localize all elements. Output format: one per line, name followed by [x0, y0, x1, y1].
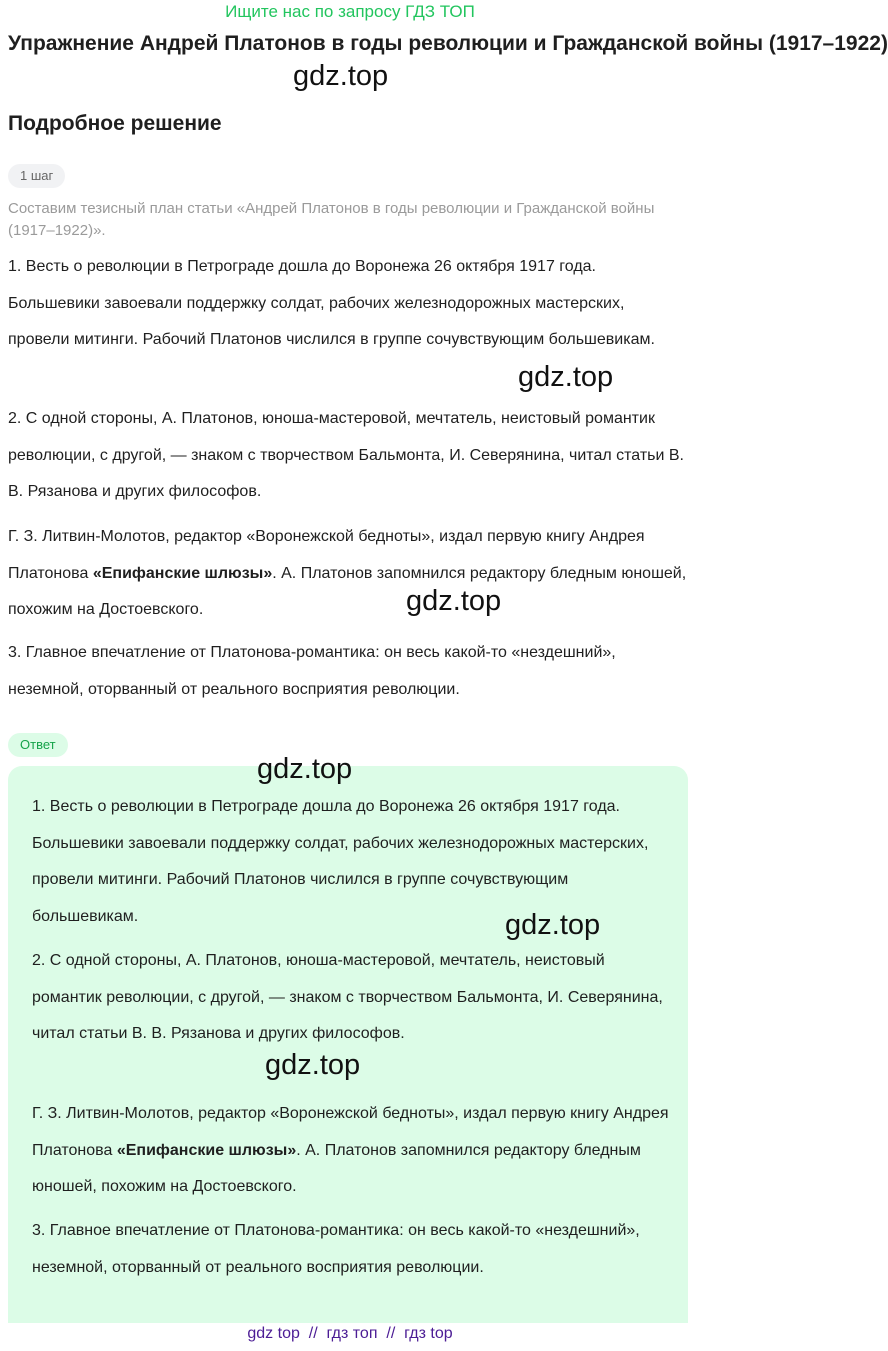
search-banner: Ищите нас по запросу ГДЗ ТОП — [225, 2, 475, 21]
paragraph-text: Г. З. Литвин-Молотов, редактор «Воронежской бедноты», издал первую книгу Андрея Платонова — [8, 528, 645, 582]
solution-paragraph-4: 3. Главное впечатление от Платонова-романтика: он весь какой-то «нездешний», неземной, оторванный от реального восприятия революции. — [8, 644, 616, 698]
watermark: gdz.top — [265, 1049, 361, 1081]
solution-paragraph-3 — [8, 519, 690, 629]
watermark: gdz.top — [293, 60, 389, 92]
watermark: gdz.top — [518, 361, 614, 393]
book-title: «Епифанские шлюзы» — [116, 1141, 297, 1159]
paragraph-text: Г. З. Литвин-Молотов, редактор «Воронежской бедноты», издал первую книгу Андрея Платонова — [32, 1105, 669, 1159]
paragraph-text: . А. Платонов запомнился редактору бледным юношей, похожим на Достоевского. — [32, 1141, 641, 1195]
paragraph-text: . А. Платонов запомнился редактору бледным юношей, похожим на Достоевского. — [8, 564, 687, 618]
watermark: gdz.top — [505, 909, 601, 941]
answer-paragraph-1: 1. Весть о революции в Петрограде дошла до Воронежа 26 октября 1917 года. Большевики завоевали поддержку солдат, рабочих железнодорожных мастерских, провели митинги. Рабочий Платонов числился в группе сочувствующим большевикам. — [32, 798, 649, 925]
answer-paragraph-4: 3. Главное впечатление от Платонова-романтика: он весь какой-то «нездешний», неземной, оторванный от реального восприятия революции. — [32, 1222, 640, 1276]
page-title: Упражнение Андрей Платонов в годы революции и Гражданской войны (1917–1922) — [8, 32, 888, 55]
watermark: gdz.top — [406, 585, 502, 617]
solution-paragraph-2: 2. С одной стороны, А. Платонов, юноша-мастеровой, мечтатель, неистовый романтик революции, с другой, — знаком с творчеством Бальмонта, И. Северянина, читал статьи В. В. Рязанова и других философов. — [8, 410, 684, 500]
solution-paragraph-1: 1. Весть о революции в Петрограде дошла до Воронежа 26 октября 1917 года. Большевики завоевали поддержку солдат, рабочих железнодорожных мастерских, провели митинги. Рабочий Платонов числился в группе сочувствующим большевикам. — [8, 258, 655, 348]
answer-paragraph-3 — [32, 1096, 672, 1206]
section-title: Подробное решение — [8, 112, 222, 135]
step-badge: 1 шаг — [8, 164, 65, 188]
answer-badge: Ответ — [8, 733, 68, 757]
answer-paragraph-2: 2. С одной стороны, А. Платонов, юноша-мастеровой, мечтатель, неистовый романтик революции, с другой, — знаком с творчеством Бальмонта, И. Северянина, читал статьи В. В. Рязанова и других философов. — [32, 952, 663, 1042]
footer-links: gdz top // гдз топ // гдз top — [247, 1325, 453, 1342]
intro-text: Составим тезисный план статьи «Андрей Платонов в годы революции и Гражданской войны (1917–1922)». — [8, 200, 655, 239]
book-title: «Епифанские шлюзы» — [92, 564, 273, 582]
watermark: gdz.top — [257, 753, 353, 785]
